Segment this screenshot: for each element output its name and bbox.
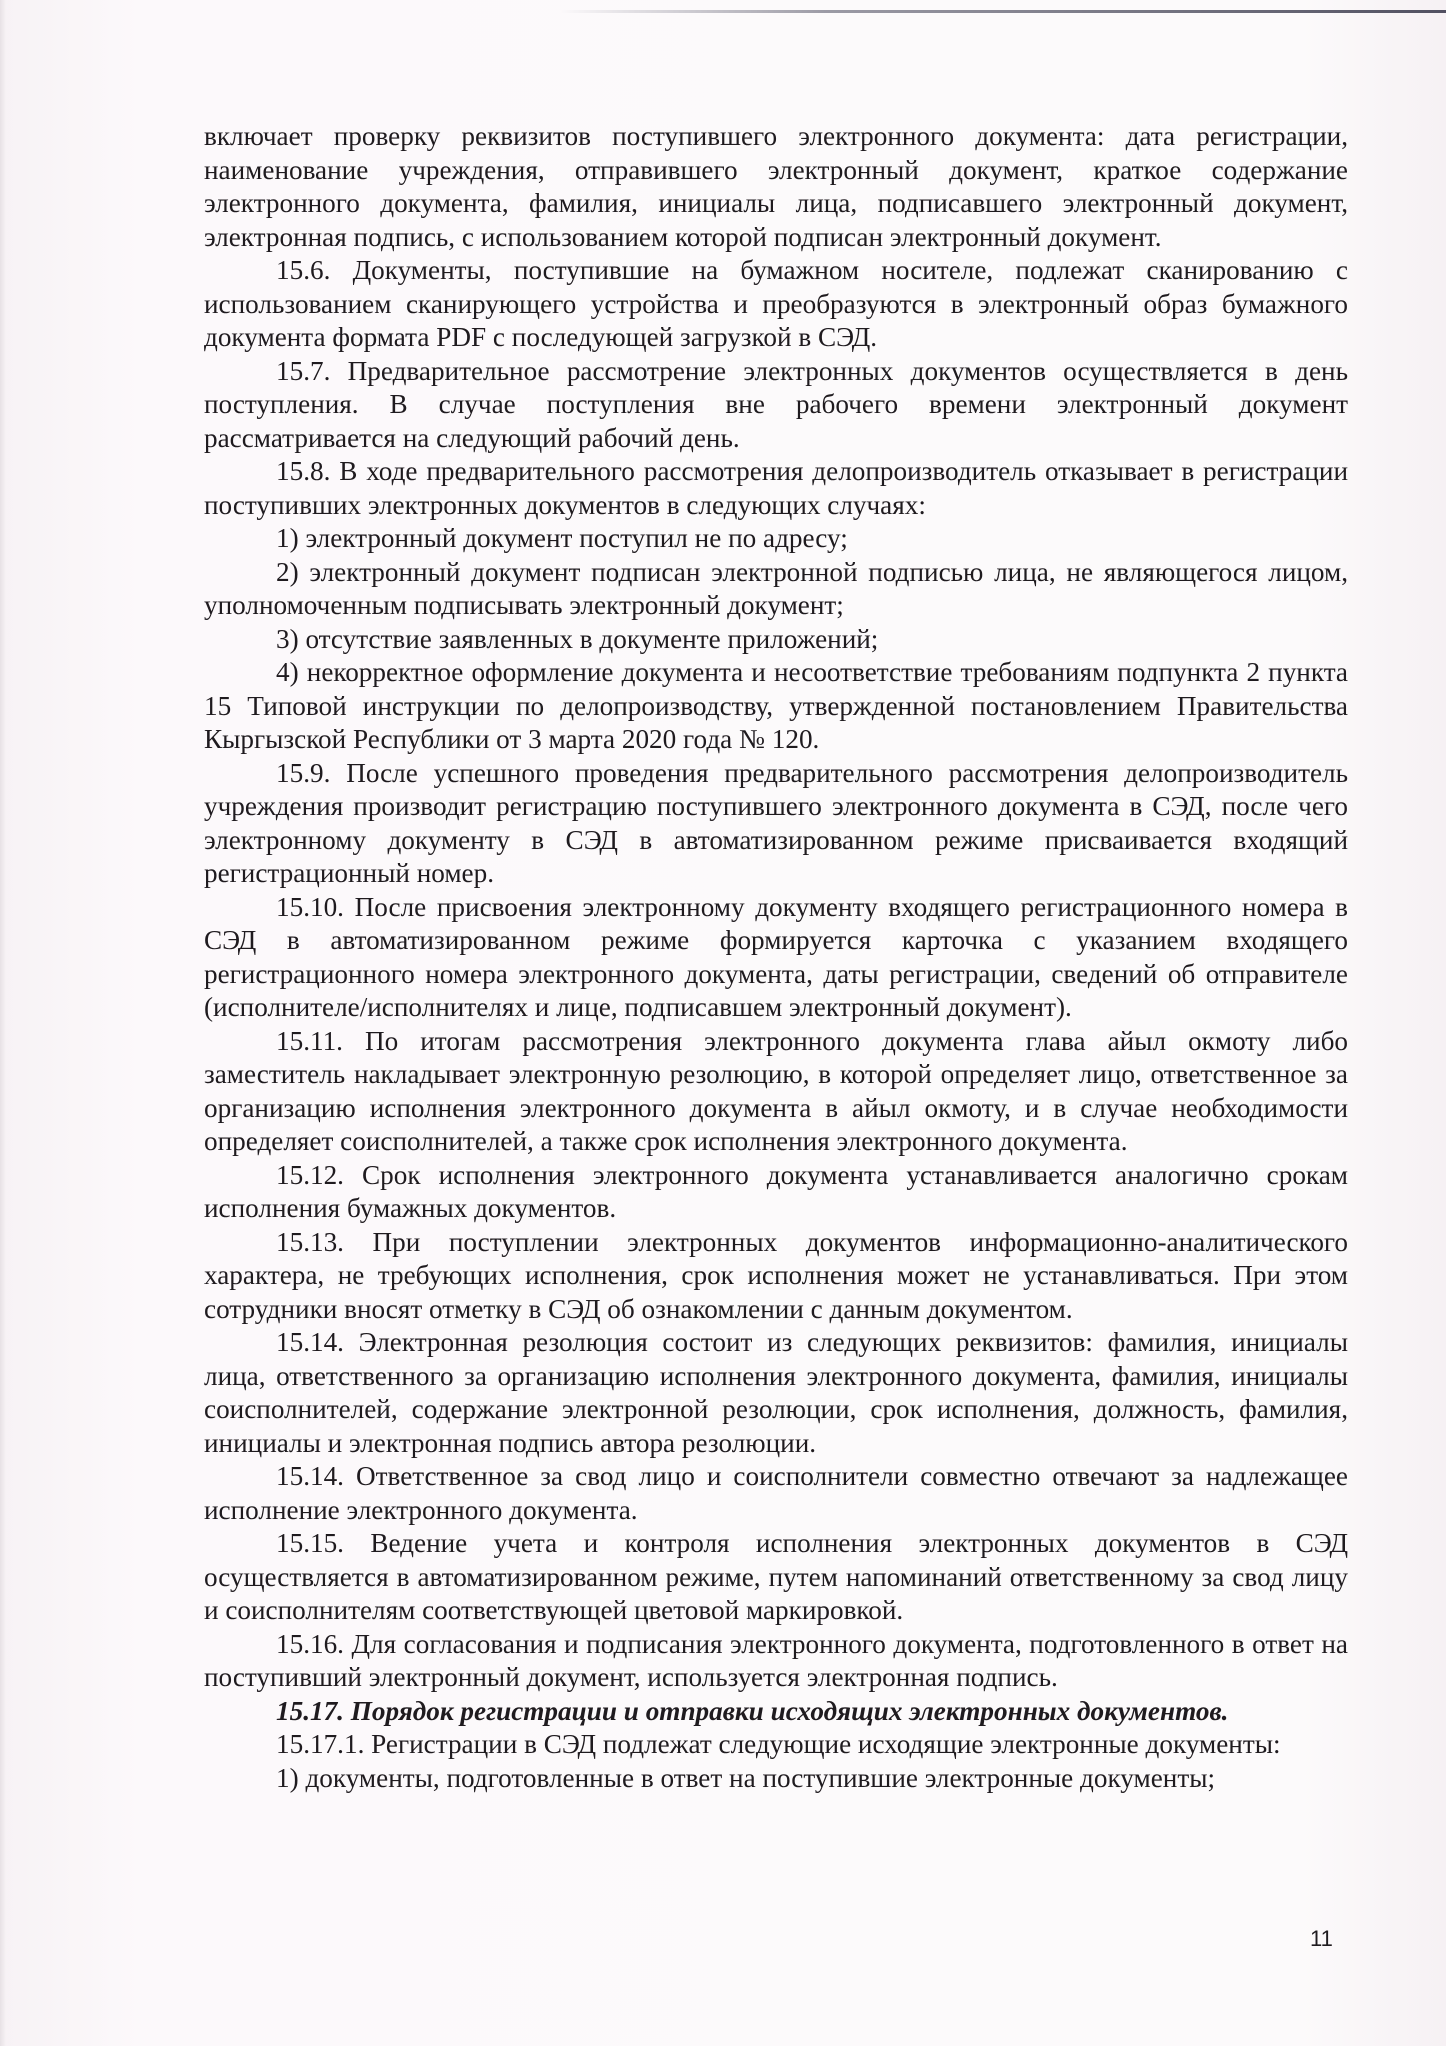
list-item-15-8-4: 4) некорректное оформление документа и несоответствие требованиям подпункта 2 пункта 15 Типовой инструкции по делопроизводству, утвержденной постановлением Правительства Кыргызской Республики от 3 марта 2020 года № 120.	[204, 657, 1348, 754]
scan-edge-line	[560, 10, 1446, 13]
list-item-15-8-2: 2) электронный документ подписан электронной подписью лица, не являющегося лицом, уполномоченным подписывать электронный документ;	[204, 556, 1348, 620]
paragraph-15-6: 15.6. Документы, поступившие на бумажном носителе, подлежат сканированию с использованием сканирующего устройства и преобразуются в электронный образ бумажного документа формата PDF с последующей загрузкой в СЭД.	[204, 255, 1348, 352]
paragraph-15-14-resolution: 15.14. Электронная резолюция состоит из следующих реквизитов: фамилия, инициалы лица, ответственного за организацию исполнения электронного документа, фамилия, инициалы соисполнителей, содержание электронной резолюции, срок исполнения, должность, фамилия, инициалы и электронная подпись автора резолюции.	[204, 1327, 1348, 1458]
scan-left-shadow	[0, 0, 6, 2046]
paragraph-15-15: 15.15. Ведение учета и контроля исполнения электронных документов в СЭД осуществляется в автоматизированном режиме, путем напоминаний ответственному за свод лицу и соисполнителям соответствующей цветовой маркировкой.	[204, 1528, 1348, 1625]
list-item-15-8-1: 1) электронный документ поступил не по адресу;	[276, 523, 848, 553]
paragraph-15-8: 15.8. В ходе предварительного рассмотрения делопроизводитель отказывает в регистрации поступивших электронных документов в следующих случаях:	[204, 456, 1348, 520]
page-number: 11	[1310, 1926, 1333, 1951]
section-heading-15-17: 15.17. Порядок регистрации и отправки исходящих электронных документов.	[276, 1695, 1229, 1726]
paragraph-15-14-responsibility: 15.14. Ответственное за свод лицо и соисполнители совместно отвечают за надлежащее исполнение электронного документа.	[204, 1461, 1348, 1525]
list-item-15-17-1-1: 1) документы, подготовленные в ответ на поступившие электронные документы;	[276, 1762, 1216, 1793]
paragraph-intro: включает проверку реквизитов поступившего электронного документа: дата регистрации, наименование учреждения, отправившего электронный документ, краткое содержание электронного документа, фамилия, инициалы лица, подписавшего электронный документ, электронная подпись, с использованием которой подписан электронный документ.	[204, 121, 1348, 252]
list-item-15-8-3: 3) отсутствие заявленных в документе приложений;	[276, 623, 879, 654]
paragraph-15-16: 15.16. Для согласования и подписания электронного документа, подготовленного в ответ на поступивший электронный документ, используется электронная подпись.	[204, 1628, 1348, 1692]
document-body	[204, 120, 1348, 1795]
paragraph-15-10: 15.10. После присвоения электронному документу входящего регистрационного номера в СЭД в автоматизированном режиме формируется карточка с указанием входящего регистрационного номера электронного документа, даты регистрации, сведений об отправителе (исполнителе/исполнителях и лице, подписавшем электронный документ).	[204, 891, 1348, 1022]
paragraph-15-12: 15.12. Срок исполнения электронного документа устанавливается аналогично срокам исполнения бумажных документов.	[204, 1159, 1348, 1223]
paragraph-15-9: 15.9. После успешного проведения предварительного рассмотрения делопроизводитель учреждения производит регистрацию поступившего электронного документа в СЭД, после чего электронному документу в СЭД в автоматизированном режиме присваивается входящий регистрационный номер.	[204, 757, 1348, 888]
paragraph-15-13: 15.13. При поступлении электронных документов информационно-аналитического характера, не требующих исполнения, срок исполнения может не устанавливаться. При этом сотрудники вносят отметку в СЭД об ознакомлении с данным документом.	[204, 1226, 1348, 1324]
paragraph-15-11: 15.11. По итогам рассмотрения электронного документа глава айыл окмоту либо заместитель накладывает электронную резолюцию, в которой определяет лицо, ответственное за организацию исполнения электронного документа в айыл окмоту, и в случае необходимости определяет соисполнителей, а также срок исполнения электронного документа.	[204, 1025, 1348, 1156]
paragraph-15-7: 15.7. Предварительное рассмотрение электронных документов осуществляется в день поступления. В случае поступления вне рабочего времени электронный документ рассматривается на следующий рабочий день.	[204, 355, 1348, 453]
paragraph-15-17-1: 15.17.1. Регистрации в СЭД подлежат следующие исходящие электронные документы:	[276, 1729, 1281, 1759]
